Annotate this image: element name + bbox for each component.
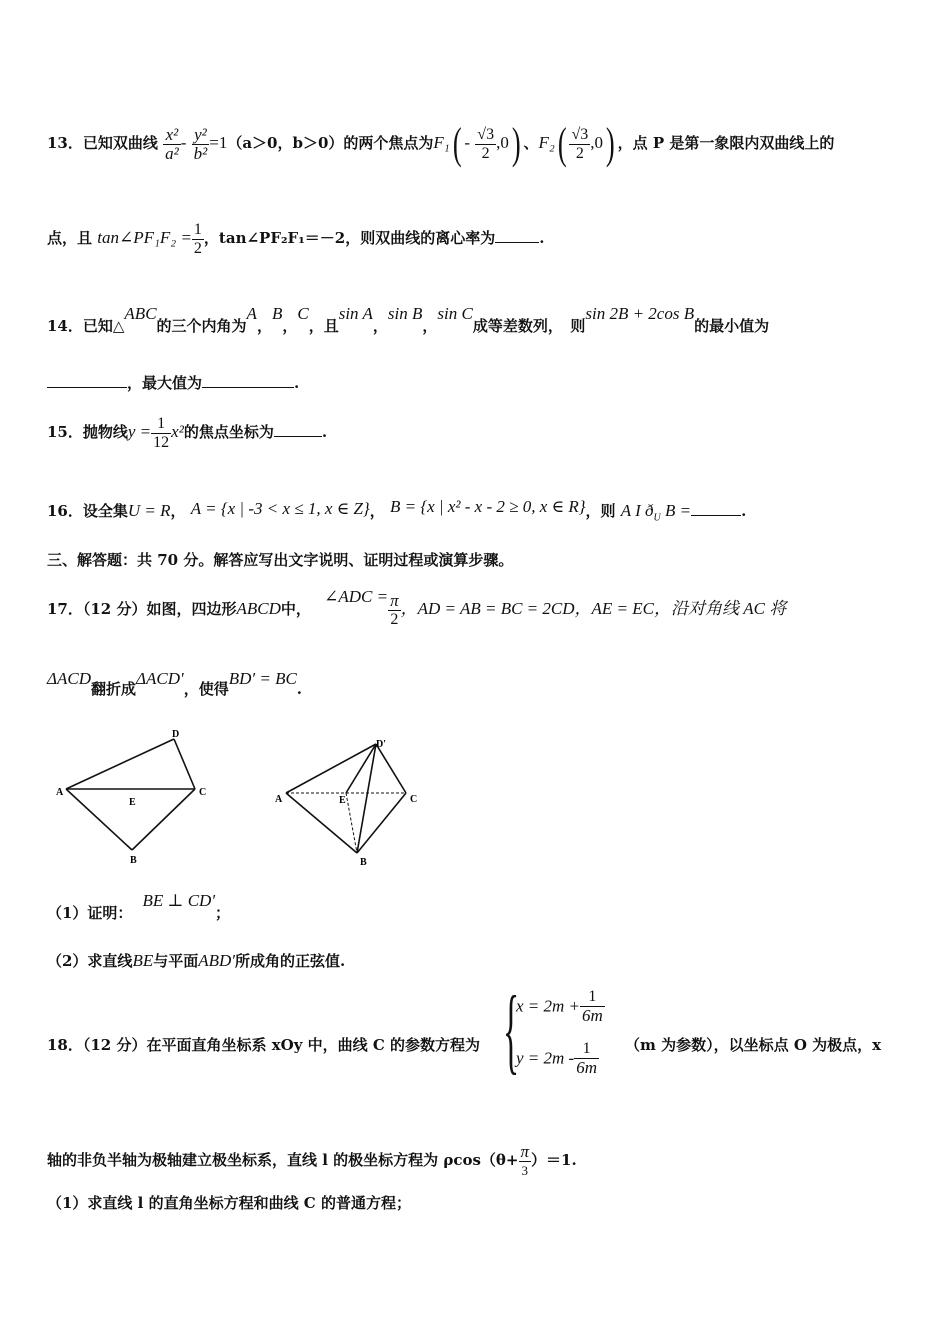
fig2-label-d: D′ bbox=[376, 739, 387, 750]
q14-sinB: sin B bbox=[387, 304, 423, 323]
q13-sep: 、 bbox=[523, 134, 539, 152]
q17-part1: （1）证明：BE ⊥ CD′； bbox=[47, 891, 231, 922]
q14-min-blank[interactable] bbox=[47, 373, 127, 388]
q17-line1: 17．（12 分）如图，四边形ABCD中， ∠ADC = $\frac{\pi}{2}$ ，AD = AB = BC = 2CD，AE = EC，沿对角线 AC 将 bbox=[47, 587, 787, 628]
figure-folded-tetrahedron bbox=[272, 735, 432, 870]
q15-line: 15．抛物线y = $\frac{1}{12}$ x²的焦点坐标为 . bbox=[47, 414, 328, 451]
q17-angle: ∠ADC = bbox=[324, 587, 389, 606]
q13-line1-suffix: ，点 P 是第一象限内双曲线上的 bbox=[617, 134, 835, 152]
fig2-label-a: A bbox=[275, 794, 283, 805]
q18-frac-1: $\frac{1}{6m}$ bbox=[582, 988, 603, 1025]
q13-line2-prefix: 点，且 bbox=[47, 229, 93, 247]
q17-pi-over-2: $\frac{\pi}{2}$ bbox=[390, 590, 399, 628]
q13-F2: F₂ bbox=[538, 133, 555, 152]
q14-max-blank[interactable] bbox=[202, 373, 294, 388]
q13-cond: （a＞0，b＞0）的两个焦点为 bbox=[227, 134, 434, 152]
figure-quadrilateral-abcd bbox=[48, 722, 228, 867]
q14-sinA: sin A bbox=[338, 304, 373, 323]
fig1-label-d: D bbox=[172, 729, 180, 740]
fig1-label-e: E bbox=[129, 797, 136, 808]
q13-line2: 点，且 tan∠PF₁F₂ = $\frac{1}{2}$ ，tan∠PF₂F₁＝－2，则双曲线的离心率为 . bbox=[47, 220, 545, 257]
q18-frac-2: $\frac{1}{6m}$ bbox=[576, 1040, 597, 1077]
q17-line2: ΔACD翻折成ΔACD′，使得BD′ = BC. bbox=[47, 669, 303, 698]
q17-tri1: ΔACD bbox=[47, 669, 91, 688]
q15-answer-blank[interactable] bbox=[274, 422, 322, 437]
q13-line1: 13．已知双曲线 $\frac{\text{x²}}{\text{a²}}$ - $\frac{\text{y²}}{\text{b²}}$ =1（a＞0，b＞0）的两个焦点为F₁( - $\frac{√3}{2}$ ,0) 、F₂( $\frac{√3}{2}$ ,0) ，点 P 是第一象限内双曲线上的 bbox=[47, 119, 835, 168]
q18-prefix: 18．（12 分）在平面直角坐标系 xOy 中，曲线 C 的参数方程为 bbox=[47, 1036, 481, 1054]
q13-line2-suffix: ，tan∠PF₂F₁＝－2，则双曲线的离心率为 bbox=[203, 229, 496, 247]
q18-part1: （1）求直线 l 的直角坐标方程和曲线 C 的普通方程； bbox=[47, 1194, 411, 1212]
fig2-label-e: E bbox=[339, 795, 346, 806]
fig2-label-b: B bbox=[360, 857, 367, 868]
q13-x2-over-a2: $\frac{\text{x²}}{\text{a²}}$ bbox=[165, 124, 179, 163]
q16-setA: A = {x | -3 < x ≤ 1, x ∈ Z} bbox=[190, 499, 370, 518]
q15-fraction: $\frac{1}{12}$ bbox=[153, 414, 170, 451]
q16-answer-blank[interactable] bbox=[691, 501, 741, 516]
q13-F1: F₁ bbox=[433, 133, 450, 152]
fig1-label-a: A bbox=[56, 787, 64, 798]
fig1-label-b: B bbox=[130, 855, 137, 866]
q18-line1 bbox=[47, 1034, 480, 1056]
q14-prefix: 14．已知△ bbox=[47, 317, 125, 335]
q13-sqrt3-over-2-b: $\frac{√3}{2}$ bbox=[571, 125, 589, 162]
q16-prefix: 16．设全集 bbox=[47, 502, 128, 520]
q18-line2: 轴的非负半轴为极轴建立极坐标系，直线 l 的极坐标方程为 ρcos（θ+ $\frac{\pi}{3}$ ）＝1. bbox=[47, 1141, 577, 1178]
q14-expr: sin 2B + 2cos B bbox=[585, 304, 695, 323]
q16-U: U = R bbox=[127, 501, 171, 520]
q13-sqrt3-over-2-a: $\frac{√3}{2}$ bbox=[477, 125, 495, 162]
q15-prefix: 15．抛物线 bbox=[47, 423, 128, 441]
q16-line: 16．设全集U = R， A = {x | -3 < x ≤ 1, x ∈ Z}， B = {x | x² - x - 2 ≥ 0, x ∈ R}，则 A I $ð_U$ B = . bbox=[47, 497, 747, 524]
q17-eqs: ，AD = AB = BC = 2CD，AE = EC，沿对角线 AC 将 bbox=[400, 599, 787, 618]
q13-y2-over-b2: $\frac{\text{y²}}{\text{b²}}$ bbox=[193, 124, 208, 163]
fig2-label-c: C bbox=[410, 794, 418, 805]
q13-tan-expr: tan∠PF₁F₂ = bbox=[97, 228, 192, 247]
q14-ABC: ABC bbox=[124, 304, 157, 323]
q17-prefix: 17．（12 分）如图，四边形 bbox=[47, 600, 237, 618]
fig1-label-c: C bbox=[199, 787, 207, 798]
q18-param-note: （m 为参数），以坐标点 O 为极点，x bbox=[625, 1036, 882, 1054]
q17-part1-expr: BE ⊥ CD′ bbox=[142, 891, 216, 910]
q13-answer-blank[interactable] bbox=[495, 228, 539, 243]
q13-eq1: =1 bbox=[209, 133, 228, 152]
q14-line2: ，最大值为 . bbox=[47, 372, 299, 394]
q14-line1: 14．已知△ABC的三个内角为A，B，C，且sin A，sin B，sin C成等差数列， 则sin 2B + 2cos B的最小值为 bbox=[47, 304, 770, 335]
q17-tri2: ΔACD′ bbox=[136, 669, 184, 688]
q16-setB: B = {x | x² - x - 2 ≥ 0, x ∈ R} bbox=[389, 497, 586, 516]
q18-pi-over-3: $\frac{\pi}{3}$ bbox=[520, 1141, 530, 1178]
q14-sinC: sin C bbox=[437, 304, 473, 323]
section-3-header: 三、解答题：共 70 分。解答应写出文字说明、证明过程或演算步骤。 bbox=[47, 551, 514, 569]
q13-prefix: 13．已知双曲线 bbox=[47, 134, 158, 152]
q17-part2: （2）求直线BE与平面ABD′所成角的正弦值. bbox=[47, 951, 346, 970]
q18-param-system: { x = 2m + $\frac{1}{6m}$ y = 2m - $\frac{1}{6m}$ bbox=[502, 976, 603, 1083]
q17-cond: BD′ = BC bbox=[228, 669, 297, 688]
q13-half: $\frac{1}{2}$ bbox=[193, 220, 202, 257]
q16-expr: A I $ð_U$ B = bbox=[620, 501, 692, 524]
